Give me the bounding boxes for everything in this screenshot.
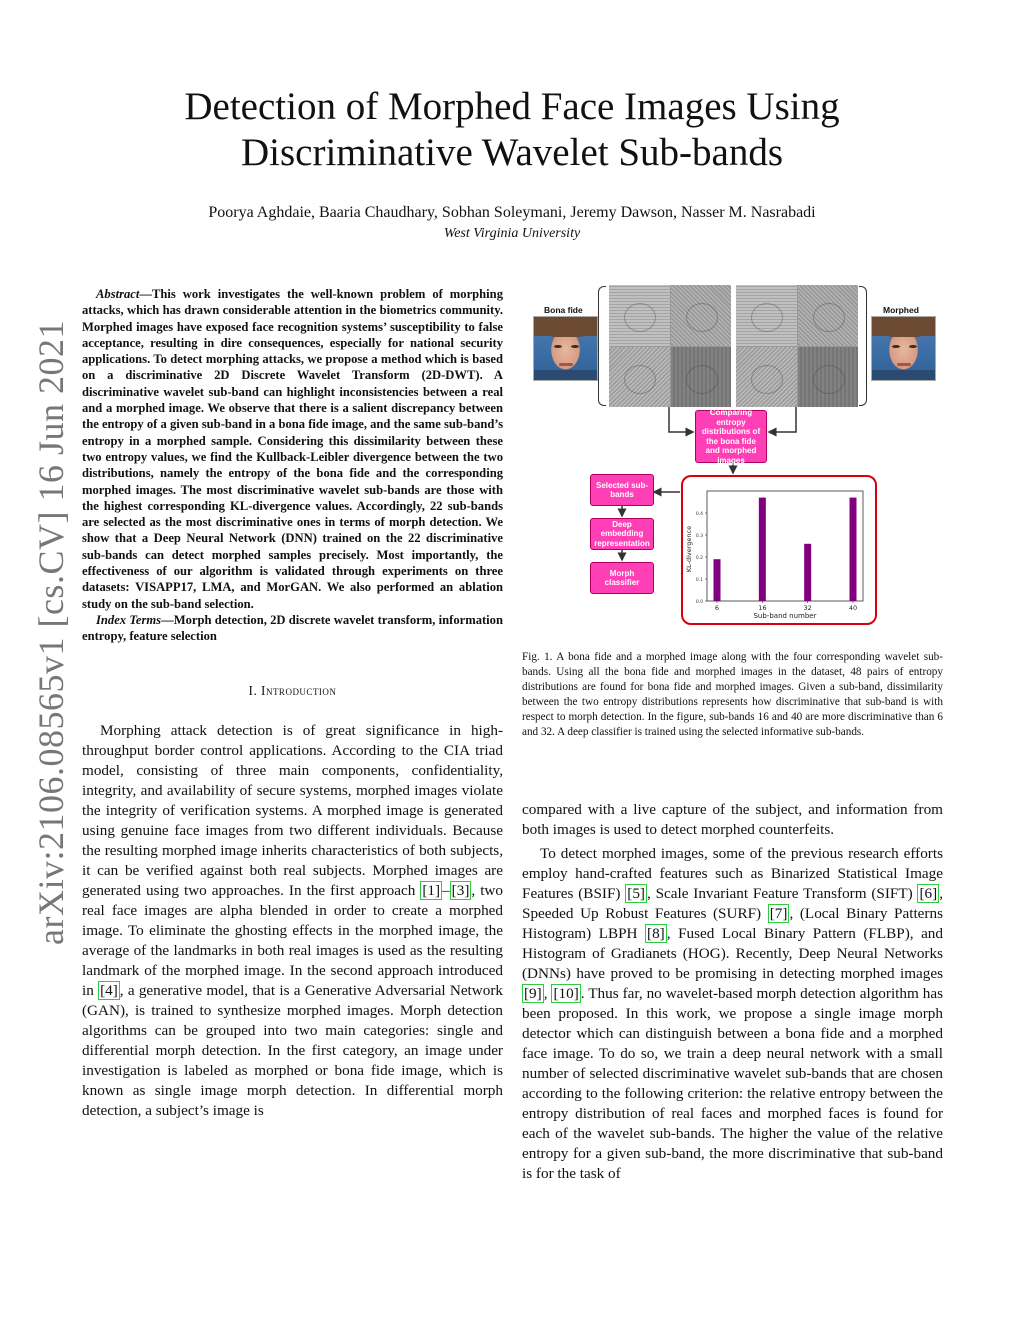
author-list: Poorya Aghdaie, Baaria Chaudhary, Sobhan Soleymani, Jeremy Dawson, Nasser M. Nasrabadi (208, 204, 816, 221)
section-heading-introduction (82, 683, 503, 699)
text-run: Morphing attack detection is of great significance in high-throughput border control applications. According to the CIA triad model, consisting of three main components, confidentiality, integrity, and availability of secure systems, morphed images violate the integrity of verification systems. A morphed image is generated using genuine face images from two different individuals. Because the resulting morphed image inherits characteristics of both subjects, it can be verified against both real subjects. Morphed images are generated using two approaches. In the first approach (82, 721, 503, 899)
morph-classifier-box: Morph classifier (590, 562, 654, 594)
deep-embedding-box: Deep embedding representation (590, 518, 654, 550)
morphed-label: Morphed (883, 305, 919, 315)
y-tick-label: 0.2 (695, 556, 703, 561)
y-tick-label: 0.3 (695, 534, 703, 539)
right-paragraph-2 (522, 844, 943, 1184)
citation-link[interactable]: [7] (769, 905, 788, 922)
bona-fide-label: Bona fide (544, 305, 583, 315)
bar-subband-16 (759, 498, 766, 601)
abstract (82, 286, 503, 612)
compare-entropy-box: Comparing entropy distributions of the bona fide and morphed images (695, 410, 767, 463)
index-terms (82, 612, 503, 645)
text-run: , two real face images are alpha blended in order to create a morphed image. To eliminate the ghosting effects in the morphed image, the average of the landmarks in both real images is used as the resulting landmark of the morphed image. In the second approach introduced in (82, 881, 503, 999)
citation-link[interactable]: [3] (451, 881, 470, 899)
text-run: To detect morphed images, some of the previous research efforts employ hand-crafted features such as Binarized Statistical Image Features (BSIF) (522, 845, 943, 902)
citation-link[interactable]: [6] (919, 885, 938, 902)
arrow-right-to-compare (769, 407, 796, 432)
abstract-label: Abstract (96, 287, 140, 301)
bar-subband-6 (714, 559, 721, 601)
right-column (522, 800, 943, 1184)
bar-subband-32 (804, 544, 811, 601)
text-run: – (442, 881, 450, 899)
right-paragraph-1: compared with a live capture of the subject, and information from both images is used to detect morphed counterfeits. (522, 801, 943, 838)
intro-paragraph-1 (82, 721, 503, 1121)
citation-link[interactable]: [1] (422, 881, 441, 899)
citation-link[interactable]: [9] (524, 985, 542, 1002)
y-tick-label: 0.0 (695, 600, 703, 605)
citation-link[interactable]: [8] (647, 925, 665, 942)
text-run: , Fused Local Binary Pattern (FLBP), and Histogram of Gradianets (HOG). Recently, Deep Neural Networks (DNNs) have proved to be promising in detecting morphed images (522, 925, 943, 982)
arxiv-identifier: arXiv:2106.08565v1 [cs.CV] 16 Jun 2021 (31, 320, 71, 945)
figure-1-caption: Fig. 1. A bona fide and a morphed image along with the four corresponding wavelet sub-bands. Using all the bona fide and morphed images in the dataset, 48 pairs of entropy distributions are found for bona fide and morphed images. Given a sub-band, dissimilarity between the two entropy distributions represents how discriminative that sub-band is with respect to morph detection. In the figure, sub-bands 16 and 40 are more discriminative than 6 and 32. A deep classifier is trained using the selected informative sub-bands. (522, 651, 943, 738)
x-tick-label: 6 (714, 604, 720, 612)
x-tick-label: 16 (758, 604, 767, 612)
figure-1 (522, 282, 952, 630)
y-axis-label: KL-divergence (685, 525, 693, 573)
paper-title (100, 84, 924, 176)
abstract-text: —This work investigates the well-known problem of morphing attacks, which has drawn considerable attention in the biometrics community. Morphed images have exposed face recognition systems’ susceptibility to false acceptance, resulting in dire consequences, especially for national security applications. To detect morphing attacks, we propose a method which is based on a discriminative 2D Discrete Wavelet Transform (2D-DWT). A discriminative wavelet sub-band can highlight inconsistencies between a real and a morphed image. We observe that there is a salient discrepancy between the entropy of a given sub-band in a bona fide image, and the same sub-band’s entropy in a morphed sample. Considering this dissimilarity between these two entropy values, we find the Kullback-Leibler divergence between the two distributions, namely the entropy of the bona fide and the corresponding morphed images. The most discriminative wavelet sub-bands are those with the highest corresponding KL-divergence values. Accordingly, 22 sub-bands are selected as the most discriminative ones in terms of morph detection. We show that a Deep Neural Network (DNN) trained on the 22 discriminative sub-bands can detect morphed samples precisely. Most importantly, the effectiveness of our algorithm is validated through experiments on three datasets: VISAPP17, LMA, and MorGAN. We also performed an ablation study on the sub-band selection. (82, 287, 503, 611)
citation-link[interactable]: [4] (100, 981, 118, 999)
x-tick-label: 40 (848, 604, 858, 612)
citation-link[interactable]: [10] (553, 985, 579, 1002)
text-run: , a generative model, that is a Generative Adversarial Network (GAN), is trained to synthesize morphed images. Morph detection algorithms can be grouped into two main categories: single and differential morph detection. In the first category, an image under investigation is labeled as morphed or bona fide image, which is known as single image morph detection. In differential morph detection, a subject’s image is (82, 981, 503, 1119)
x-axis-label: Sub-band number (753, 612, 817, 620)
title-line-2: Discriminative Wavelet Sub-bands (240, 131, 784, 174)
text-run: , (Local Binary Patterns Histogram) LBPH (522, 905, 943, 942)
arrow-left-to-compare (669, 407, 693, 432)
plot-area (707, 491, 863, 601)
kl-divergence-chart-frame (681, 475, 877, 625)
x-tick-label: 32 (803, 604, 812, 612)
selected-subbands-box: Selected sub-bands (590, 474, 654, 506)
text-run: . Thus far, no wavelet-based morph detection algorithm has been proposed. In this work, we propose a single image morph detector which can distinguish between a bona fide and a morphed face image. To do so, we train a deep neural network with a small number of selected discriminative wavelet sub-bands that are chosen according to the following criterion: the relative entropy between the entropy distribution of real faces and morphed faces is found for each of the wavelet sub-bands. The higher the value of the relative entropy for a given sub-band, the more discriminative that sub-band is for the task of (522, 985, 943, 1182)
kl-divergence-chart (683, 477, 875, 623)
index-terms-label: Index Terms (96, 612, 162, 627)
section-title: Introduction (261, 682, 337, 698)
text-run: , (543, 985, 552, 1002)
title-line-1: Detection of Morphed Face Images Using (184, 85, 840, 128)
citation-link[interactable]: [5] (627, 885, 645, 902)
y-tick-label: 0.1 (695, 578, 703, 583)
section-number: I. (248, 682, 262, 698)
text-run: , Scale Invariant Feature Transform (SIFT) (646, 885, 918, 902)
y-tick-label: 0.4 (695, 512, 703, 517)
affiliation: West Virginia University (443, 226, 581, 241)
text-run: , Speeded Up Robust Features (SURF) (522, 885, 943, 922)
bar-subband-40 (850, 498, 857, 601)
left-column (82, 286, 503, 1121)
index-terms-text: —Morph detection, 2D discrete wavelet transform, information entropy, feature selection (82, 612, 503, 644)
